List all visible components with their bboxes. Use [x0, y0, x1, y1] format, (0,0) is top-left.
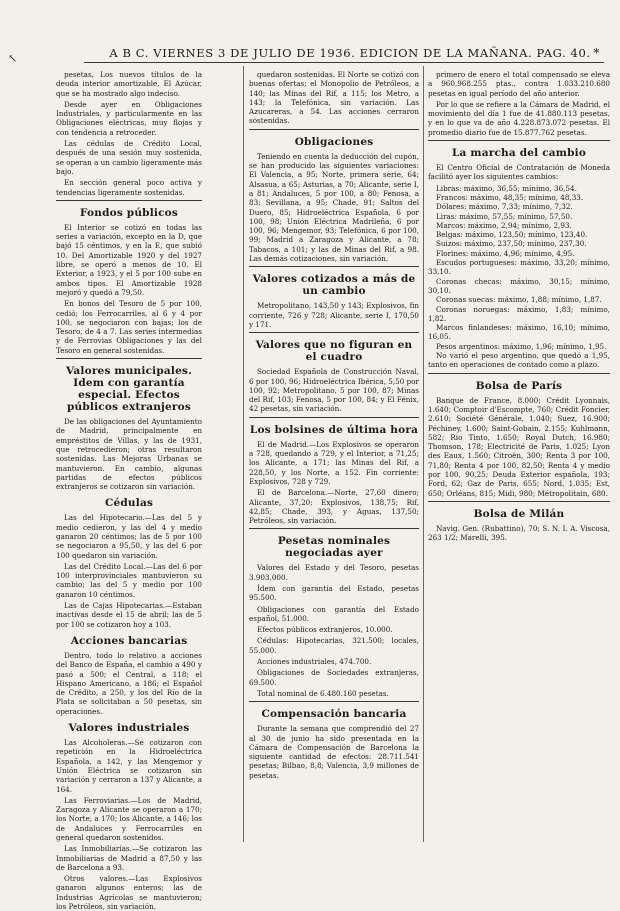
section-heading: Cédulas — [104, 497, 154, 510]
exchange-rate-row: Pesos argentinos: máximo, 1,96; mínimo, 1,95. — [436, 341, 607, 351]
paragraph: Teniendo en cuenta la deducción del cupón, se han producido las siguientes variaciones: El Valencia, a 95; Norte, primera serie, 64; Alsasua, a 65; Asturias, a 70; Alicante, serie I, a 81; Andaluces, 5 por 100, a 80; Fenosa, a 83; Sevillana, a 95; Chade, 91; Saltos del Duero, 85; Hidroeléctrica Española, 6 por 100, 98; Unión Eléctrica Madrileña, 6 por 100, 96; Mengemor, 93; Telefónica, 6 por 100, 99; Madrid a Zaragoza y Alicante, a 78; Tabacos, a 101; y las de Minas del Rif, a 98. Las demás cotizaciones, sin variación. — [249, 151, 419, 264]
paragraph: Las de Cajas Hipotecarias.—Estaban inactivas desde el 15 de abril; las de 5 por 100 se cotizaron hoy a 103. — [56, 601, 202, 629]
paragraph: Dentro, todo lo relativo a acciones del Banco de España, el cambio a 490 y pasó a 500; el Central, a 118; el Hispano Americano, a 186; el Español de Crédito, a 250, y los del Río de la Plata se solicitaban a 50 pesetas, sin operaciones. — [56, 650, 202, 716]
paragraph: primero de enero el total compensado se eleva a 960.968.255 ptas., contra 1.033.210.680 pesetas en igual período del año anterior. — [428, 70, 610, 98]
paragraph: quedaron sostenidas. El Norte se cotizó con buenas ofertas; el Monopolio de Petróleos, a 140; las Minas del Rif, a 115; los Metro, a 143; la Telefónica, sin variación. Las Azucareras, a 54. Las acciones cerraron sostenidas. — [249, 70, 419, 126]
paragraph: Las del Hipotecario.—Las del 5 y medio cedieron, y las del 4 y medio ganaron 20 céntimos; las de 5 por 100 se negociaron a 95,50, y las del 6 por 100 quedaron sin variación. — [56, 513, 202, 560]
paragraph: De las obligaciones del Ayuntamiento de Madrid, principalmente en empréstitos de Villas, y las de 1931, que retrocedieron; otras resultaron sostenidas. Las Mejoras Urbanas se mantuvieron. En cambio, algunas partidas de efectos públicos extranjeros se cotizaron sin variación. — [56, 417, 202, 492]
column-1 — [56, 70, 202, 911]
section-heading: Los bolsines de última hora — [249, 423, 419, 436]
divider — [249, 417, 419, 418]
paragraph: En bonos del Tesoro de 5 por 100, cedió; los Ferrocarriles, al 6 y 4 por 100, se negociaron con bajas; los de Tesoro, de 4 a 7. Las series intermedias y de Ferrovias Obligaciones y las del Tesoro en general sostenidas. — [56, 299, 202, 355]
paragraph: Las Ferroviarias.—Los de Madrid, Zaragoza y Alicante se operaron a 170; los Norte, a 170; los Alicante, a 146; los de Andaluces y Ferrocarriles en general quedaron sostenidos. — [56, 795, 202, 842]
margin-mark-icon: ↖ — [8, 52, 18, 65]
paragraph: Valores del Estado y del Tesoro, pesetas 3.903.000. — [249, 563, 419, 582]
exchange-rate-row: Liras: máximo, 57,55; mínimo, 57,50. — [436, 211, 573, 221]
section-heading: Fondos públicos — [79, 206, 179, 219]
header-rule — [84, 62, 604, 63]
column-3 — [428, 70, 610, 840]
section-heading: Valores municipales. Idem con garantía especial. Efectos públicos extranjeros — [66, 365, 192, 414]
divider — [249, 129, 419, 130]
exchange-rate-row: Coronas suecas: máximo, 1,88; mínimo, 1,87. — [436, 295, 602, 305]
paragraph: Banque de France, 8.000; Crédit Lyonnais, 1.640; Comptoir d'Escompte, 760; Crédit Foncier, 2.610; Société Générale, 1.040; Suez, 16.900; Péchiney, 1.600; Saint-Gobain, 2.155; Kuhlmann, 582; Rio Tinto, 1.650; Royal Dutch, 16.980; Thomson, 178; Electricité de Paris, 1.025; Lyon des Eaux, 1.560; Citroën, 300; Renta 3 por 100, 71,80; Renta 4 por 100, 82,50; Renta 4 y medio por 100, 90,25; Deuda Exterior española, 193; Ford, 62; Gaz de Paris, 655; Nord, 1.035; Est, 650; Orléans, 815; Midi, 980; Métropolitain, 680. — [428, 395, 610, 498]
divider — [428, 140, 610, 141]
page-header — [100, 46, 600, 60]
section-heading: Valores que no figuran en el cuadro — [255, 339, 413, 364]
divider — [428, 501, 610, 502]
column-divider — [243, 66, 244, 842]
paragraph: Navig. Gen. (Rubattino), 70; S. N. I. A. Viscosa, 263 1/2; Marelli, 395. — [428, 523, 610, 543]
paragraph: Desde ayer en Obligaciones Industriales, y particularmente en las Obligaciones eléctricas, muy flojas y con tendencia a retroceder. — [56, 99, 202, 137]
section-heading: Pesetas nominales negociadas ayer — [277, 535, 391, 560]
divider — [249, 332, 419, 333]
paragraph: Por lo que se refiere a la Cámara de Madrid, el movimiento del día 1 fue de 41.880.113 pesetas, y en lo que va de año 4.228.873.072 pesetas. El promedio diario fue de 15.877.762 pesetas. — [428, 99, 610, 137]
paragraph: pesetas, Los nuevos títulos de la deuda interior amortizable, El Azúcar, que se ha mostrado algo indeciso. — [56, 70, 202, 98]
divider — [249, 528, 419, 529]
paragraph: No varió el peso argentino, que quedó a 1,95, tanto en operaciones de contado como a plazo. — [428, 351, 610, 370]
exchange-rate-row: Marcos: máximo, 2,94; mínimo, 2,93. — [436, 220, 572, 230]
exchange-rate-row: Marcos finlandeses: máximo, 16,10; mínimo, 16,05. — [428, 323, 610, 342]
paragraph: Las cédulas de Crédito Local, después de una sesión muy sostenida, se operan a un cambio ligeramente más bajo. — [56, 139, 202, 176]
paragraph: El de Barcelona.—Norte, 27,60 dinero; Alicante, 37,20; Explosivos, 138,75; Rif, 42,85; Chade, 393, y Aguas, 137,50; Petróleos, sin variación. — [249, 488, 419, 526]
exchange-rate-row: Suizos: máximo, 237,50; mínimo, 237,30. — [436, 239, 587, 249]
section-heading: Valores cotizados a más de un cambio — [252, 273, 416, 298]
paragraph: Durante la semana que comprendió del 27 al 30 de junio ha sido presentada en la Cámara de Compensación de Barcelona la siguiente cantidad de efectos: 28.711.541 pesetas; Bilbao, 8,8; Valencia, 3,9 millones de pesetas. — [249, 724, 419, 780]
section-heading: Bolsa de París — [475, 379, 563, 392]
paragraph: Cédulas: Hipotecarias, 321.500; locales, 55.000. — [249, 636, 419, 655]
divider — [428, 373, 610, 374]
paragraph: En sección general poco activa y tendencias ligeramente sostenidas. — [56, 178, 202, 197]
paragraph: Acciones industriales, 474.700. — [257, 657, 372, 667]
exchange-rate-row: Dólares: máximo, 7,33; mínimo, 7,32. — [436, 202, 573, 212]
section-heading: La marcha del cambio — [451, 147, 587, 160]
paragraph: Total nominal de 6.480.160 pesetas. — [257, 688, 389, 698]
exchange-rate-row: Coronas checas: máximo, 30,15; mínimo, 30,10. — [428, 276, 610, 295]
exchange-rate-row: Belgas: máximo, 123,50; mínimo, 123,40. — [436, 230, 588, 240]
paragraph: El Centro Oficial de Contratación de Moneda facilitó ayer los siguientes cambios: — [428, 163, 610, 182]
paragraph: Ídem con garantía del Estado, pesetas 95.500. — [249, 583, 419, 603]
section-heading: Compensación bancaria — [261, 708, 407, 721]
column-divider — [423, 66, 424, 842]
column-2 — [249, 70, 419, 840]
exchange-rate-row: Coronas noruegas: máximo, 1,83; mínimo, 1,82. — [428, 304, 610, 323]
paragraph: Sociedad Española de Construcción Naval, 6 por 100, 96; Hidroeléctrica Ibérica, 5,50 por 100, 92; Metropolitano, 5 por 100, 87; Minas del Rif, 103; Fenosa, 5 por 100, 84; y El Fénix, 42 pesetas, sin variación. — [249, 367, 419, 414]
section-heading: Obligaciones — [294, 135, 374, 148]
paragraph: Obligaciones de Sociedades extranjeras, 69.500. — [249, 668, 419, 687]
header-asterisk: * — [593, 46, 600, 60]
section-heading: Acciones bancarias — [70, 634, 188, 647]
divider — [249, 266, 419, 267]
paragraph: Efectos públicos extranjeros, 10.000. — [257, 625, 393, 635]
divider — [249, 701, 419, 702]
paragraph: El de Madrid.—Los Explosivos se operaron a 728, quedando a 729, y el Interior, a 71,25; los Alicante, a 171; las Minas del Rif, a 228,50, y los Norte, a 152. Fin corriente: Explosivos, 728 y 729. — [249, 439, 419, 486]
paragraph: Las del Crédito Local.—Las del 6 por 100 interprovinciales mantuvieron su cambio; las del 5 y medio por 100 ganaron 10 céntimos. — [56, 561, 202, 599]
divider — [56, 358, 202, 359]
header-title: A B C. VIERNES 3 DE JULIO DE 1936. EDICION DE LA MAÑANA. PAG. 40. — [109, 46, 591, 60]
paragraph: Obligaciones con garantía del Estado español, 51.000. — [249, 604, 419, 623]
paragraph: El Interior se cotizó en todas las series a variación, excepto en la D, que bajó 15 céntimos, y en la E, que subió 10. Del Amortizable 1920 y del 1927 libre, se operó a menos de 10. El Exterior, a 1923, y el 5 por 100 sube en ambos tipos. El Amortizable 1928 mejoró y quedó a 79,50. — [56, 222, 202, 297]
exchange-rate-row: Francos: máximo, 48,35; mínimo, 48,33. — [436, 192, 584, 202]
section-heading: Valores industriales — [68, 722, 190, 735]
paragraph: Metropolitano, 143,50 y 143; Explosivos, fin corriente, 726 y 728; Alicante, serie I, 170,50 y 171. — [249, 301, 419, 329]
section-heading: Bolsa de Milán — [473, 507, 565, 520]
paragraph: Las Inmobiliarias.—Se cotizaron las Inmobiliarias de Madrid a 87,50 y las de Barcelona a 93. — [56, 844, 202, 872]
paragraph: Otros valores.—Las Explosivos ganaron algunos enteros; las de Industrias Agrícolas se mantuvieron; los Petróleos, sin variación. — [56, 874, 202, 911]
exchange-rate-row: Florines: máximo, 4,96; mínimo, 4,95. — [436, 248, 575, 258]
divider — [56, 200, 202, 201]
paragraph: Las Alcoholeras.—Se cotizaron con repetición en la Hidroeléctrica Española, a 142, y las Mengemor y Unión Eléctrica se cotizaron sin variación y cerraron a 137 y Alicante, a 164. — [56, 738, 202, 794]
exchange-rate-row: Escudos portugueses: máximo, 33,20; mínimo, 33,10. — [428, 258, 610, 277]
exchange-rate-row: Libras: máximo, 36,55; mínimo, 36,54. — [436, 183, 577, 193]
